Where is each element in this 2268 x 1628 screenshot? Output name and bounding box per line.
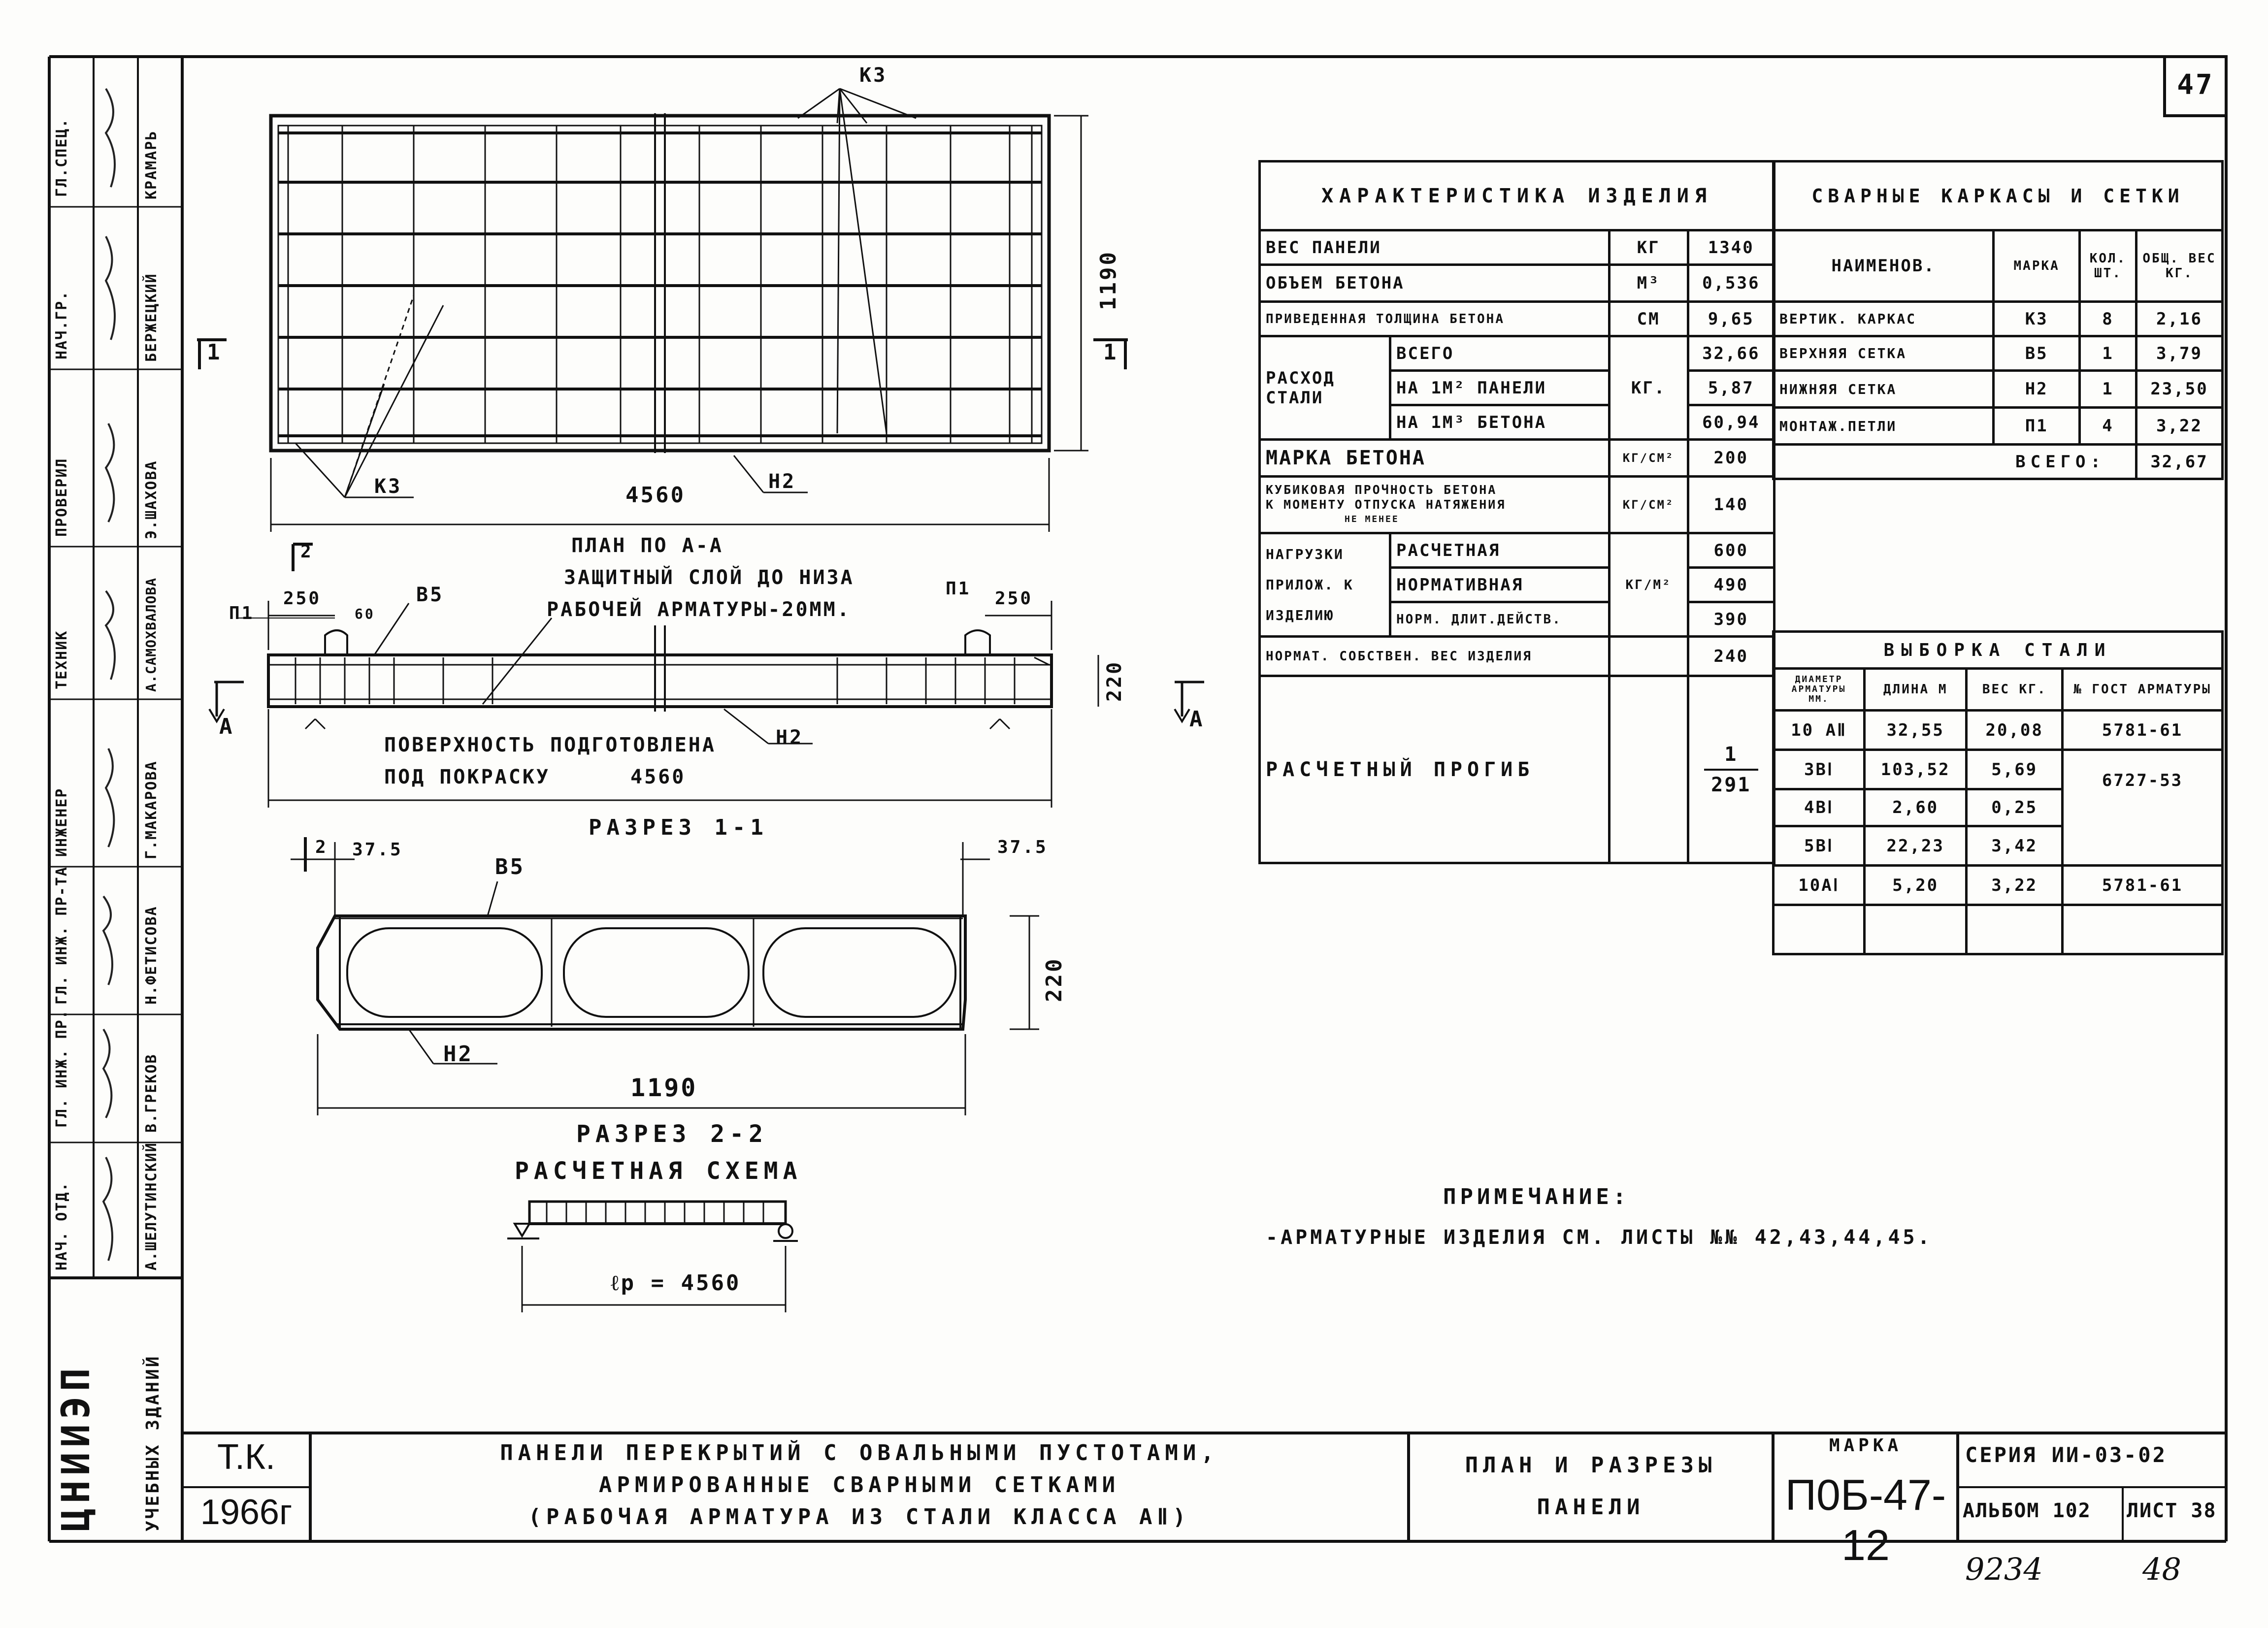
dim-250-right: 250 bbox=[995, 588, 1033, 609]
steel-row-5-w: 3,22 bbox=[1967, 866, 2063, 905]
title-name-line2: АРМИРОВАННЫЕ СВАРНЫМИ СЕТКАМИ bbox=[598, 1472, 1120, 1498]
s11-height: 220 bbox=[1103, 660, 1126, 702]
label-h2-s22: Н2 bbox=[443, 1042, 473, 1067]
plan-aa-line3: РАБОЧЕЙ АРМАТУРЫ-20ММ. bbox=[547, 598, 851, 621]
row-steel-total-label: ВСЕГО bbox=[1390, 336, 1610, 371]
steel-table bbox=[1772, 630, 2224, 955]
name-4: Г.МАКАРОВА bbox=[143, 760, 160, 859]
characteristics-header: ХАРАКТЕРИСТИКА ИЗДЕЛИЯ bbox=[1260, 162, 1775, 230]
note-text: -АРМАТУРНЫЕ ИЗДЕЛИЯ СМ. ЛИСТЫ №№ 42,43,44,45. bbox=[1266, 1226, 1933, 1249]
plan-width-dim: 1190 bbox=[1096, 250, 1121, 310]
label-b5-s11: В5 bbox=[416, 584, 444, 606]
row-loads-unit: КГ/М² bbox=[1609, 533, 1688, 637]
row-loads-calc-label: РАСЧЕТНАЯ bbox=[1390, 533, 1610, 568]
steel-row-2-d: 3ВⅠ bbox=[1774, 750, 1865, 789]
steel-row-1-d: 10 АⅡ bbox=[1774, 711, 1865, 750]
label-p1-left: П1 bbox=[229, 603, 255, 623]
frame-row-4-weight: 3,22 bbox=[2137, 408, 2223, 445]
frame-row-3-marka: Н2 bbox=[1994, 371, 2080, 408]
s22-width: 1190 bbox=[630, 1074, 698, 1102]
steel-header: ВЫБОРКА СТАЛИ bbox=[1774, 632, 2223, 669]
title-series: СЕРИЯ ИИ-03-02 bbox=[1965, 1443, 2168, 1467]
role-3: ГЛ. ИНЖ. ПР-ТА bbox=[53, 866, 70, 1005]
row-cube-line2: К МОМЕНТУ ОТПУСКА НАТЯЖЕНИЯ bbox=[1266, 497, 1506, 512]
row-loads-long-value: 390 bbox=[1688, 602, 1774, 637]
caption-section-2-2: РАЗРЕЗ 2-2 bbox=[576, 1120, 768, 1148]
title-sheet-line1: ПЛАН И РАЗРЕЗЫ bbox=[1465, 1453, 1717, 1478]
stamp-number-1: 9234 bbox=[1965, 1551, 2043, 1587]
row-selfweight-value: 240 bbox=[1688, 637, 1774, 676]
row-deflection-label: РАСЧЕТНЫЙ ПРОГИБ bbox=[1260, 676, 1610, 863]
title-name-line3: (РАБОЧАЯ АРМАТУРА ИЗ СТАЛИ КЛАССА АⅡ) bbox=[528, 1504, 1191, 1530]
s11-length: 4560 bbox=[630, 766, 686, 788]
row-loads-calc-value: 600 bbox=[1688, 533, 1774, 568]
row-loads-norm-value: 490 bbox=[1688, 568, 1774, 602]
title-marka-label: МАРКА bbox=[1829, 1435, 1903, 1456]
title-name-line1: ПАНЕЛИ ПЕРЕКРЫТИЙ С ОВАЛЬНЫМИ ПУСТОТАМИ, bbox=[500, 1440, 1219, 1465]
col-weight: ОБЩ. ВЕС КГ. bbox=[2137, 230, 2223, 302]
characteristics-table bbox=[1258, 160, 1775, 864]
steel-row-2-len: 103,52 bbox=[1865, 750, 1967, 789]
row-loads-label: НАГРУЗКИ ПРИЛОЖ. К ИЗДЕЛИЮ bbox=[1260, 533, 1390, 637]
row-steel-label: РАСХОД СТАЛИ bbox=[1260, 336, 1390, 440]
row-steel-total-value: 32,66 bbox=[1688, 336, 1774, 371]
row-thickness-label: ПРИВЕДЕННАЯ ТОЛЩИНА БЕТОНА bbox=[1260, 302, 1610, 336]
row-steel-m3-value: 60,94 bbox=[1688, 405, 1774, 440]
title-marka: П0Б-47-12 bbox=[1785, 1470, 1946, 1569]
sheet-number: 47 bbox=[2177, 69, 2214, 101]
steel-row-2-w: 5,69 bbox=[1967, 750, 2063, 789]
note-surface-1: ПОВЕРХНОСТЬ ПОДГОТОВЛЕНА bbox=[384, 734, 716, 756]
s22-cut-mark: 2 bbox=[315, 837, 328, 857]
steel-row-2-gost: 6727-53 bbox=[2063, 750, 2223, 866]
name-7: БЕРЖЕЦКИЙ bbox=[143, 273, 160, 362]
steel-col-gost: № ГОСТ АРМАТУРЫ bbox=[2063, 669, 2223, 711]
row-volume-value: 0,536 bbox=[1688, 265, 1774, 302]
role-4: ИНЖЕНЕР bbox=[53, 787, 70, 857]
row-steel-m2-label: НА 1М² ПАНЕЛИ bbox=[1390, 371, 1610, 405]
name-8: КРАМАРЬ bbox=[143, 130, 160, 199]
steel-row-1-len: 32,55 bbox=[1865, 711, 1967, 750]
row-volume-unit: М³ bbox=[1609, 265, 1688, 302]
title-list: ЛИСТ 38 bbox=[2127, 1499, 2217, 1522]
col-name: НАИМЕНОВ. bbox=[1774, 230, 1994, 302]
steel-row-3-w: 0,25 bbox=[1967, 789, 2063, 826]
steel-row-3-len: 2,60 bbox=[1865, 789, 1967, 826]
frame-row-4-marka: П1 bbox=[1994, 408, 2080, 445]
title-album: АЛЬБОМ 102 bbox=[1963, 1499, 2091, 1522]
col-marka: МАРКА bbox=[1994, 230, 2080, 302]
label-h2-s11: Н2 bbox=[776, 726, 804, 749]
frame-row-2-marka: В5 bbox=[1994, 336, 2080, 371]
steel-row-5-d: 10АⅠ bbox=[1774, 866, 1865, 905]
role-2: ГЛ. ИНЖ. ПР. bbox=[53, 1009, 70, 1128]
dim-60: 60 bbox=[355, 606, 375, 622]
title-sheet-line2: ПАНЕЛИ bbox=[1537, 1495, 1645, 1520]
scheme-title: РАСЧЕТНАЯ СХЕМА bbox=[515, 1157, 802, 1185]
row-thickness-unit: СМ bbox=[1609, 302, 1688, 336]
steel-row-5-len: 5,20 bbox=[1865, 866, 1967, 905]
row-cube-label bbox=[1260, 477, 1610, 533]
title-year: 1966г bbox=[200, 1493, 293, 1532]
row-deflection-value bbox=[1688, 676, 1774, 863]
row-loads-long-label: НОРМ. ДЛИТ.ДЕЙСТВ. bbox=[1390, 602, 1610, 637]
frame-row-3-name: НИЖНЯЯ СЕТКА bbox=[1774, 371, 1994, 408]
label-h2-plan: Н2 bbox=[768, 470, 796, 493]
frame-row-1-qty: 8 bbox=[2080, 302, 2137, 336]
steel-col-length: ДЛИНА М bbox=[1865, 669, 1967, 711]
cut-1-right: 1 bbox=[1103, 340, 1118, 365]
steel-row-3-d: 4ВⅠ bbox=[1774, 789, 1865, 826]
steel-row-4-len: 22,23 bbox=[1865, 826, 1967, 866]
row-cube-line3: НЕ МЕНЕЕ bbox=[1345, 514, 1399, 524]
frame-row-4-name: МОНТАЖ.ПЕТЛИ bbox=[1774, 408, 1994, 445]
name-6: Э.ШАХОВА bbox=[143, 460, 160, 539]
steel-col-diameter: ДИАМЕТР АРМАТУРЫ ММ. bbox=[1774, 669, 1865, 711]
s22-dim-right: 37.5 bbox=[997, 837, 1048, 857]
role-1: НАЧ. ОТД. bbox=[53, 1181, 70, 1270]
frame-row-1-marka: К3 bbox=[1994, 302, 2080, 336]
label-p1-right: П1 bbox=[946, 579, 971, 599]
deflection-den: 291 bbox=[1711, 773, 1751, 796]
frame-row-2-qty: 1 bbox=[2080, 336, 2137, 371]
frame-row-3-qty: 1 bbox=[2080, 371, 2137, 408]
row-cube-unit: КГ/СМ² bbox=[1609, 477, 1688, 533]
frame-row-3-weight: 23,50 bbox=[2137, 371, 2223, 408]
frames-total-value: 32,67 bbox=[2137, 445, 2223, 479]
steel-row-1-w: 20,08 bbox=[1967, 711, 2063, 750]
steel-col-weight: ВЕС КГ. bbox=[1967, 669, 2063, 711]
row-weight-label: ВЕС ПАНЕЛИ bbox=[1260, 230, 1610, 265]
row-grade-unit: КГ/СМ² bbox=[1609, 440, 1688, 477]
row-grade-value: 200 bbox=[1688, 440, 1774, 477]
row-steel-unit: КГ. bbox=[1609, 336, 1688, 440]
steel-row-1-gost: 5781-61 bbox=[2063, 711, 2223, 750]
frames-table bbox=[1772, 160, 2224, 480]
row-weight-unit: КГ bbox=[1609, 230, 1688, 265]
name-3: Н.ФЕТИСОВА bbox=[143, 906, 160, 1005]
row-volume-label: ОБЪЕМ БЕТОНА bbox=[1260, 265, 1610, 302]
row-steel-m2-value: 5,87 bbox=[1688, 371, 1774, 405]
steel-row-4-w: 3,42 bbox=[1967, 826, 2063, 866]
row-loads-norm-label: НОРМАТИВНАЯ bbox=[1390, 568, 1610, 602]
dim-250-left: 250 bbox=[283, 588, 322, 609]
frame-row-2-name: ВЕРХНЯЯ СЕТКА bbox=[1774, 336, 1994, 371]
name-1: А.ШЕЛУТИНСКИЙ bbox=[143, 1142, 160, 1270]
role-5: ТЕХНИК bbox=[53, 630, 70, 689]
row-weight-value: 1340 bbox=[1688, 230, 1774, 265]
arrow-a-right: А bbox=[1189, 707, 1205, 732]
cut-1-left: 1 bbox=[207, 340, 222, 365]
row-grade-label: МАРКА БЕТОНА bbox=[1260, 440, 1610, 477]
deflection-bar bbox=[1704, 769, 1758, 771]
frames-header: СВАРНЫЕ КАРКАСЫ И СЕТКИ bbox=[1774, 162, 2223, 230]
s22-dim-left: 37.5 bbox=[352, 840, 403, 860]
scheme-span: ℓр = 4560 bbox=[611, 1270, 741, 1296]
plan-aa-line1: ПЛАН ПО А-А bbox=[571, 534, 723, 557]
label-k3-top: К3 bbox=[859, 64, 887, 87]
org-subname: УЧЕБНЫХ ЗДАНИЙ bbox=[143, 1354, 163, 1531]
note-title: ПРИМЕЧАНИЕ: bbox=[1443, 1184, 1630, 1209]
col-qty: КОЛ. ШТ. bbox=[2080, 230, 2137, 302]
row-cube-line1: КУБИКОВАЯ ПРОЧНОСТЬ БЕТОНА bbox=[1266, 483, 1497, 497]
frame-row-1-name: ВЕРТИК. КАРКАС bbox=[1774, 302, 1994, 336]
frame-row-2-weight: 3,79 bbox=[2137, 336, 2223, 371]
label-k3-bottom: К3 bbox=[374, 475, 402, 498]
deflection-num: 1 bbox=[1724, 743, 1738, 766]
role-8: ГЛ.СПЕЦ. bbox=[53, 118, 70, 197]
title-tk: Т.К. bbox=[217, 1437, 275, 1477]
role-6: ПРОВЕРИЛ bbox=[53, 457, 70, 537]
steel-row-4-d: 5ВⅠ bbox=[1774, 826, 1865, 866]
plan-length-dim: 4560 bbox=[625, 483, 686, 508]
stamp-number-2: 48 bbox=[2142, 1551, 2181, 1587]
plan-aa-line2: ЗАЩИТНЫЙ СЛОЙ ДО НИЗА bbox=[564, 566, 855, 589]
row-selfweight-label: НОРМАТ. СОБСТВЕН. ВЕС ИЗДЕЛИЯ bbox=[1260, 637, 1610, 676]
row-steel-m3-label: НА 1М³ БЕТОНА bbox=[1390, 405, 1610, 440]
row-cube-value: 140 bbox=[1688, 477, 1774, 533]
frame-row-1-weight: 2,16 bbox=[2137, 302, 2223, 336]
role-7: НАЧ.ГР. bbox=[53, 290, 70, 359]
frame-row-4-qty: 4 bbox=[2080, 408, 2137, 445]
steel-row-5-gost: 5781-61 bbox=[2063, 866, 2223, 905]
s22-height: 220 bbox=[1042, 957, 1067, 1002]
label-b5-s22: В5 bbox=[495, 854, 525, 879]
org-name: ЦНИИЭП bbox=[54, 1363, 99, 1531]
note-surface-2: ПОД ПОКРАСКУ bbox=[384, 766, 550, 788]
row-thickness-value: 9,65 bbox=[1688, 302, 1774, 336]
cut-2-mark: 2 bbox=[300, 542, 313, 562]
arrow-a-left: А bbox=[219, 714, 234, 739]
name-2: В.ГРЕКОВ bbox=[143, 1053, 160, 1133]
name-5: А.САМОХВАЛОВА bbox=[143, 577, 159, 692]
frames-total-label: ВСЕГО: bbox=[1774, 445, 2137, 479]
caption-section-1-1: РАЗРЕЗ 1-1 bbox=[589, 815, 768, 840]
